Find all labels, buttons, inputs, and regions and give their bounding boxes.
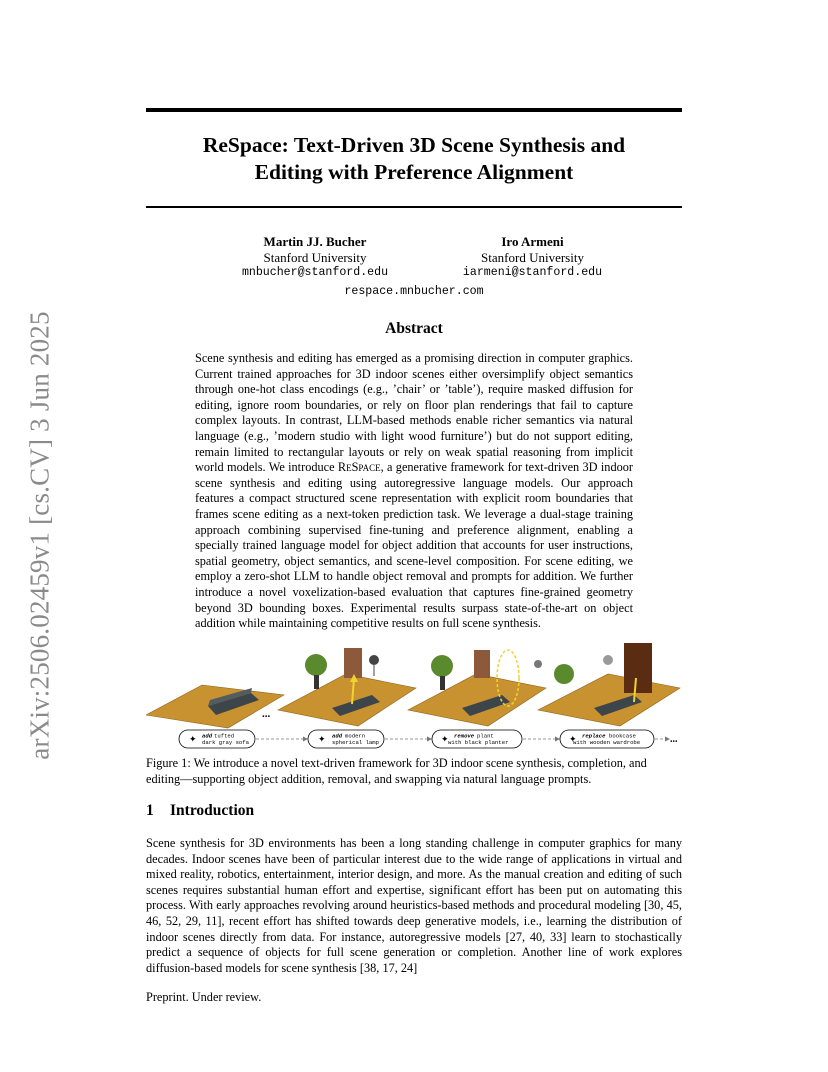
bookcase [344, 648, 362, 678]
title-top-rule [146, 108, 682, 112]
paper-title [146, 132, 682, 186]
ellipsis: ... [262, 708, 271, 720]
scene-panel-1 [146, 685, 284, 728]
lamp [369, 655, 379, 665]
title-line-2: Editing with Preference Alignment [254, 160, 574, 184]
planter [440, 676, 445, 690]
author-affiliation: Stanford University [481, 249, 584, 265]
footer-note: Preprint. Under review. [146, 990, 262, 1004]
plant [554, 664, 574, 684]
teaser-figure [146, 638, 682, 753]
author-email: mnbucher@stanford.edu [241, 266, 389, 279]
sparkle-icon: ✦ [189, 734, 197, 744]
introduction-text: Scene synthesis for 3D environments has been a long standing challenge in computer graphics for many decades. Indoor scenes have been of particular interest due to the wide range of applications in virtual and mixed reality, robotics, entertainment, interior design, and more. As the manual creation and editing of such scenes requires substantial human effort and expertise, significant effort has been put on automating this process. With early approaches revolving around heuristics-based methods and procedural modeling [30, 45, 46, 52, 29, 11], recent effort has shifted towards deep generative models, i.e., learning the distribution of indoor scenes directly from data. For instance, autoregressive models [27, 40, 33] learn to stochastically predict a sequence of objects for full scene generation or completion. Another line of work explores diffusion-based models for scene synthesis [38, 17, 24] [146, 836, 682, 975]
prompt-verb: add [202, 732, 213, 740]
prompt-pill-4 [560, 730, 654, 748]
arrow-head [427, 737, 432, 742]
floor [408, 674, 546, 726]
teaser-figure-graphic [146, 638, 682, 753]
scene-panel-4 [538, 643, 680, 726]
plant [305, 654, 327, 676]
abstract-text-1: Scene synthesis and editing has emerged as a promising direction in computer graphics. Current trained approaches for 3D indoor scenes either oversimplify object semantics through one-hot class encodings (e.g., ’chair’ or ’table’), require masked diffusion for editing, ignore room boundaries, or rely on floor plan renderings that fail to capture complex layouts. In contrast, LLM-based methods enable richer semantics via natural language (e.g., ’modern studio with light wood furniture’) but do not support editing, remain limited to rectangular layouts or rely on weak spatial reasoning from implicit world models. We introduce [195, 351, 633, 475]
arxiv-identifier [22, 300, 58, 770]
arrow-head [555, 737, 560, 742]
abstract-heading: Abstract [385, 320, 443, 337]
title-bottom-rule [146, 206, 682, 208]
section-number: 1 [146, 802, 154, 819]
abstract-body [195, 351, 633, 632]
author-name: Iro Armeni [501, 234, 564, 249]
arrow-head [303, 737, 308, 742]
wardrobe [624, 643, 652, 693]
prompt-text: bookcase [609, 732, 636, 740]
planter [314, 675, 319, 689]
author-name: Martin JJ. Bucher [263, 234, 367, 249]
prompt-text: tufted [214, 732, 235, 740]
scene-panel-3 [408, 650, 546, 726]
sparkle-icon: ✦ [441, 734, 449, 744]
floor [278, 674, 416, 726]
plant [431, 655, 453, 677]
lamp [603, 655, 613, 665]
abstract-text-2: , a generative framework for text-driven 3D indoor scene synthesis and editing using autoregressive language models. Our approach features a compact structured scene representation with explicit room boundaries that frames scene editing as a next-token prediction task. We leverage a dual-stage training approach combining supervised fine-tuning and preference alignment, enabling a specially trained language model for object addition that accounts for user instructions, spatial geometry, object semantics, and scene-level composition. For scene editing, we employ a zero-shot LLM to handle object removal and prompts for addition. We further introduce a novel voxelization-based evaluation that captures fine-grained geometry beyond 3D bounding boxes. Experimental results surpass state-of-the-art on object addition while maintaining competitive results on full scene synthesis. [195, 460, 633, 631]
prompt-text: dark gray sofa [202, 739, 249, 746]
prompt-verb: remove [454, 732, 475, 740]
method-name: ReSpace [337, 460, 381, 475]
ellipsis: ... [670, 734, 678, 745]
lamp [534, 660, 542, 668]
prompt-pill-2 [308, 730, 384, 748]
project-website: respace.mnbucher.com [344, 285, 484, 298]
prompt-pill-3 [432, 730, 522, 748]
arxiv-identifier-text: arXiv:2506.02459v1 [cs.CV] 3 Jun 2025 [24, 310, 55, 760]
title-line-1: ReSpace: Text-Driven 3D Scene Synthesis and [202, 133, 626, 157]
author-email: iarmeni@stanford.edu [462, 266, 603, 279]
prompt-verb: replace [582, 732, 606, 740]
prompt-text: plant [477, 732, 494, 740]
prompt-text: spherical lamp [332, 739, 379, 746]
sparkle-icon: ✦ [569, 734, 577, 744]
author-block-2 [420, 234, 645, 281]
prompt-text: with wooden wardrobe [573, 739, 641, 746]
author-affiliation: Stanford University [263, 249, 367, 265]
section-title: Introduction [170, 802, 255, 819]
scene-panel-2 [278, 648, 416, 726]
sparkle-icon: ✦ [318, 734, 326, 744]
figure-caption: Figure 1: We introduce a novel text-driven framework for 3D indoor scene synthesis, completion, and editing—supporting object addition, removal, and swapping via natural language prompts. [146, 756, 647, 786]
prompt-verb: add [332, 732, 343, 740]
bookcase [474, 650, 490, 678]
prompt-text: modern [345, 732, 366, 740]
section-heading [146, 802, 682, 820]
prompt-text: with black planter [448, 739, 509, 746]
prompt-pill-1 [179, 730, 255, 748]
author-block-1 [200, 234, 430, 281]
